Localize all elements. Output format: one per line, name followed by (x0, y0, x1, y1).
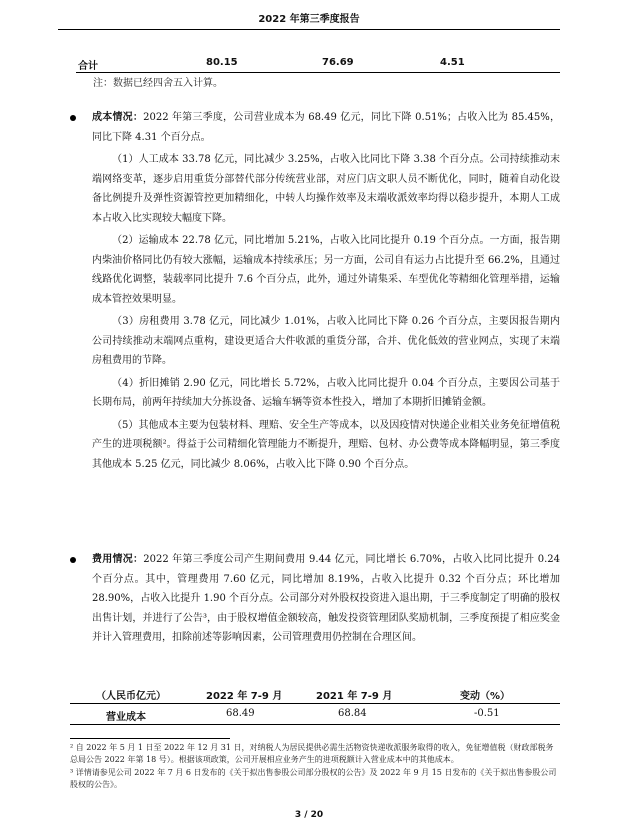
table-row (70, 706, 560, 725)
cost-item-1: （1）人工成本 33.78 亿元，同比减少 3.25%，占收入比同比下降 3.38 个百分点。公司持续推动末端网络变革，逐步启用重货分部替代部分传统营业部，对应门店文职人员不断优化，同时，随着自动化设备比例提升及弹性资源管控更加精细化，中转人均操作效率及末端收派效率均得以稳步提升，本期人工成本占收入比实现较大幅度下降。 (92, 154, 560, 224)
table-header (70, 685, 560, 704)
bullet-icon (70, 557, 76, 563)
footnote-3: ³ 详情请参见公司 2022 年 7 月 6 日发布的《关于拟出售参股公司部分股权的公告》及 2022 年 9 月 15 日发布的《关于拟出售参股公司股权的公告》。 (70, 768, 557, 789)
footnotes (70, 742, 560, 792)
total-value-3: 4.51 (440, 57, 465, 68)
footnote-2: ² 自 2022 年 5 月 1 日至 2022 年 12 月 31 日，对纳税人为居民提供必需生活物资快递收派服务取得的收入，免征增值税（财政部税务总局公告 2022 年第 18 号）。根据该项政策，公司开展相应业务产生的进项税额计入营业成本中的其他成本。 (70, 743, 554, 764)
cost-lead: 成本情况： (92, 112, 144, 123)
expense-body: 2022 年第三季度公司产生期间费用 9.44 亿元，同比增长 6.70%，占收入比同比提升 0.24 个百分点。其中，管理费用 7.60 亿元，同比增加 8.19%，占收入比提升 0.32 个百分点；环比增加 28.90%，占收入比提升 1.90 个百分点。公司部分对外股权投资进入退出期，于三季度制定了明确的股权出售计划，并进行了公告³，由于股权增值金额较高，触发投资管理团队奖励机制，三季度预提了相应奖金并计入管理费用，扣除前述等影响因素，公司管理费用仍控制在合理区间。 (92, 554, 560, 643)
cost-intro-text: 2022 年第三季度，公司营业成本为 68.49 亿元，同比下降 0.51%；占收入比为 85.45%，同比下降 4.31 个百分点。 (92, 112, 561, 143)
table-header-change: 变动（%） (460, 691, 511, 702)
expense-lead: 费用情况： (92, 554, 144, 565)
total-value-1: 80.15 (206, 57, 238, 68)
bullet-icon (70, 115, 76, 121)
page-number: 3 / 20 (294, 810, 324, 820)
cost-item-2: （2）运输成本 22.78 亿元，同比增加 5.21%，占收入比同比提升 0.19 个百分点。一方面，报告期内柴油价格同比仍有较大涨幅，运输成本持续承压；另一方面，公司自有运力占比提升至 66.2%，且通过线路优化调整，装载率同比提升 7.6 个百分点，此外，通过外请集采、车型优化等精细化管理举措，运输成本管控效果明显。 (92, 235, 560, 305)
cost-item-3: （3）房租费用 3.78 亿元，同比减少 1.01%，占收入比同比下降 0.26 个百分点，主要因报告期内公司持续推动末端网点重构，建设更适合大件收派的重货分部，合并、优化低效的营业网点，实现了末端房租费用的节降。 (92, 316, 560, 366)
table-header-2022: 2022 年 7-9 月 (206, 691, 283, 702)
rounding-note: 注：数据已经四舍五入计算。 (93, 78, 223, 89)
table-header-unit: （人民币亿元） (96, 691, 166, 702)
table-header-2021: 2021 年 7-9 月 (316, 691, 393, 702)
row-value-2022: 68.49 (226, 708, 255, 719)
total-value-2: 76.69 (322, 57, 354, 68)
page-header: 2022 年第三季度报告 (58, 10, 560, 30)
cost-intro (92, 108, 560, 147)
row-label: 营业成本 (106, 712, 146, 723)
cost-section (70, 108, 560, 477)
total-label: 合计 (78, 61, 98, 72)
expense-text (92, 550, 560, 648)
cost-item-5: （5）其他成本主要为包装材料、理赔、安全生产等成本，以及因疫情对快递企业相关业务免征增值税产生的进项税额²。得益于公司精细化管理能力不断提升，理赔、包材、办公费等成本降幅明显，第三季度其他成本 5.25 亿元，同比减少 8.06%，占收入比下降 0.90 个百分点。 (92, 419, 560, 470)
row-value-2021: 68.84 (338, 708, 367, 719)
expense-section (70, 550, 560, 651)
footnote-divider (70, 738, 230, 739)
cost-item-4: （4）折旧摊销 2.90 亿元，同比增长 5.72%，占收入比同比提升 0.04 个百分点，主要因公司基于长期布局，前两年持续加大分拣设备、运输车辆等资本性投入，增加了本期折旧摊销金额。 (92, 377, 560, 408)
total-row (76, 56, 560, 73)
row-value-change: -0.51 (474, 708, 500, 719)
